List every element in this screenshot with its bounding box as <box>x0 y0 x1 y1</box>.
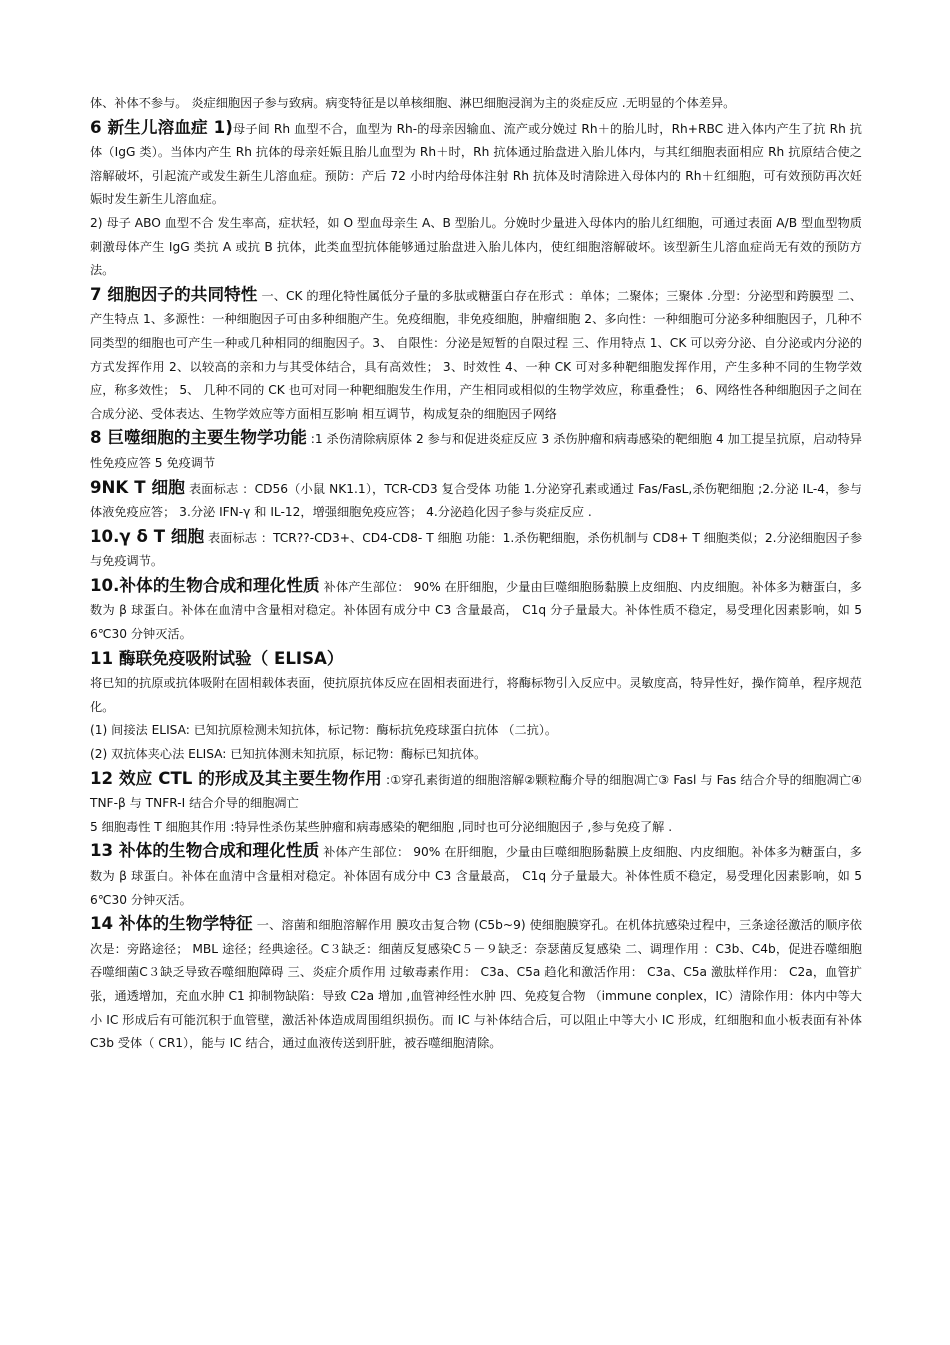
section-9-nkt: 9NK T 细胞 表面标志 ：CD56（小鼠 NK1.1），TCR-CD3 复合受体 功能 1.分泌穿孔素或通过 Fas/FasL,杀伤靶细胞 ;2.分泌 IL-4，参与体液免疫应答； 3.分泌 IFN-γ 和 IL-12，增强细胞免疫应答； 4.分泌趋化因子参与炎症反应 . <box>90 477 862 520</box>
section-12-ctl: 12 效应 CTL 的形成及其主要生物作用 :①穿孔素街道的细胞溶解②颗粒酶介导的细胞凋亡③ Fasl 与 Fas 结合介导的细胞凋亡④ TNF-β 与 TNFR-I 结合介导的细胞凋亡 <box>90 768 862 811</box>
section-heading: 10.补体的生物合成和理化性质 <box>90 575 320 595</box>
paragraph-abo: 2) 母子 ABO 血型不合 发生率高，症状轻，如 O 型血母亲生 A、B 型胎儿。分娩时少量进入母体内的胎儿红细胞，可通过表面 A/B 型血型物质刺激母体产生 IgG 类抗 A 或抗 B 抗体，此类血型抗体能够通过胎盘进入胎儿体内，使红细胞溶解破坏。该型新生儿溶血症尚无有效的预防方法。 <box>90 215 862 278</box>
section-11-elisa <box>90 647 862 673</box>
section-heading: 10.γ δ T 细胞 <box>90 526 205 546</box>
paragraph-elisa-description: 将已知的抗原或抗体吸附在固相载体表面，使抗原抗体反应在固相表面进行，将酶标物引入反应中。灵敏度高，特异性好，操作简单，程序规范化。 <box>90 676 862 714</box>
section-14-complement-biology: 14 补体的生物学特征 一、溶菌和细胞溶解作用 膜攻击复合物 (C5b~9) 使细胞膜穿孔。在机体抗感染过程中，三条途径激活的顺序依次是：旁路途径； MBL 途径；经典途径。C３缺乏：细菌反复感染C５－９缺乏：奈瑟菌反复感染 二、调理作用 ：C3b、C4b，促进吞噬细胞吞噬细菌C３缺乏导致吞噬细胞障碍 三、炎症介质作用 过敏毒素作用： C3a、C5a 趋化和激活作用： C3a、C5a 激肽样作用： C2a，血管扩张，通透增加，充血水肿 C1 抑制物缺陷：导致 C2a 增加 ,血管神经性水肿 四、免疫复合物 （immune conplex，IC）清除作用：体内中等大小 IC 形成后有可能沉积于血管壁，激活补体造成周围组织损伤。而 IC 与补体结合后，可以阻止中等大小 IC 形成，红细胞和血小板表面有补体 C3b 受体（ CR1），能与 IC 结合，通过血液传送到肝脏，被吞噬细胞清除。 <box>90 914 862 1051</box>
paragraph-elisa-sandwich: (2) 双抗体夹心法 ELISA: 已知抗体测未知抗原，标记物：酶标已知抗体。 <box>90 747 487 762</box>
document-page <box>90 92 862 1056</box>
section-heading: 7 细胞因子的共同特性 <box>90 284 258 304</box>
section-6-hemolytic-disease: 6 新生儿溶血症 1)母子间 Rh 血型不合，血型为 Rh-的母亲因输血、流产或分娩过 Rh＋的胎儿时，Rh+RBC 进入体内产生了抗 Rh 抗体（IgG 类）。当体内产生 Rh 抗体的母亲妊娠且胎儿血型为 Rh＋时，Rh 抗体通过胎盘进入胎儿体内，与其红细胞表面相应 Rh 抗原结合使之溶解破坏，引起流产或发生新生儿溶血症。预防：产后 72 小时内给母体注射 Rh 抗体及时清除进入母体内的 Rh＋红细胞，可有效预防再次妊娠时发生新生儿溶血症。 <box>90 117 862 207</box>
section-heading: 9NK T 细胞 <box>90 477 185 497</box>
paragraph-elisa-indirect: (1) 间接法 ELISA: 已知抗原检测未知抗体，标记物：酶标抗免疫球蛋白抗体 （二抗）。 <box>90 723 558 738</box>
section-heading: 13 补体的生物合成和理化性质 <box>90 841 320 861</box>
section-heading: 6 新生儿溶血症 1) <box>90 117 233 137</box>
section-13-complement-synthesis: 13 补体的生物合成和理化性质 补体产生部位： 90% 在肝细胞，少量由巨噬细胞肠黏膜上皮细胞、内皮细胞。补体多为糖蛋白，多数为 β 球蛋白。补体在血清中含量相对稳定。补体固有成分中 C3 含量最高， C1q 分子量最大。补体性质不稳定，易受理化因素影响，如 56℃30 分钟灭活。 <box>90 841 862 907</box>
paragraph-intro: 体、补体不参与。 炎症细胞因子参与致病。病变特征是以单核细胞、淋巴细胞浸润为主的炎症反应 .无明显的个体差异。 <box>90 96 736 110</box>
section-heading: 14 补体的生物学特征 <box>90 914 253 934</box>
paragraph-cytotoxic-t: 5 细胞毒性 T 细胞其作用 :特异性杀伤某些肿瘤和病毒感染的靶细胞 ,同时也可分泌细胞因子 ,参与免疫了解 . <box>90 819 673 834</box>
section-7-cytokines: 7 细胞因子的共同特性 一、CK 的理化特性属低分子量的多肽或糖蛋白存在形式 ：单体；二聚体；三聚体 .分型：分泌型和跨膜型 二、产生特点 1、多源性：一种细胞因子可由多种细胞产生。免疫细胞，非免疫细胞，肿瘤细胞 2、多向性：一种细胞可分泌多种细胞因子，几种不同类型的细胞也可产生一种或几种相同的细胞因子。3、 自限性：分泌是短暂的自限过程 三、作用特点 1、CK 可以旁分泌、自分泌或内分泌的方式发挥作用 2、以较高的亲和力与其受体结合，具有高效性； 3、时效性 4、一种 CK 可对多种靶细胞发挥作用，产生多种不同的生物学效应，称多效性； 5、 几种不同的 CK 也可对同一种靶细胞发生作用，产生相同或相似的生物学效应，称重叠性； 6、网络性各种细胞因子之间在合成分泌、受体表达、生物学效应等方面相互影响 相互调节，构成复杂的细胞因子网络 <box>90 284 862 421</box>
section-heading: 12 效应 CTL 的形成及其主要生物作用 <box>90 768 383 788</box>
section-heading: 8 巨噬细胞的主要生物学功能 <box>90 428 307 448</box>
section-heading: 11 酶联免疫吸附试验（ ELISA） <box>90 648 344 668</box>
section-8-macrophage: 8 巨噬细胞的主要生物学功能 :1 杀伤清除病原体 2 参与和促进炎症反应 3 杀伤肿瘤和病毒感染的靶细胞 4 加工提呈抗原，启动特异性免疫应答 5 免疫调节 <box>90 428 862 470</box>
section-10-complement-synthesis: 10.补体的生物合成和理化性质 补体产生部位： 90% 在肝细胞，少量由巨噬细胞肠黏膜上皮细胞、内皮细胞。补体多为糖蛋白，多数为 β 球蛋白。补体在血清中含量相对稳定。补体固有成分中 C3 含量最高， C1q 分子量最大。补体性质不稳定，易受理化因素影响，如 56℃30 分钟灭活。 <box>90 575 862 642</box>
section-10-gamma-delta-t: 10.γ δ T 细胞 表面标志 ：TCR??-CD3+、CD4-CD8- T 细胞 功能：1.杀伤靶细胞，杀伤机制与 CD8+ T 细胞类似；2.分泌细胞因子参与免疫调节。 <box>90 526 863 569</box>
